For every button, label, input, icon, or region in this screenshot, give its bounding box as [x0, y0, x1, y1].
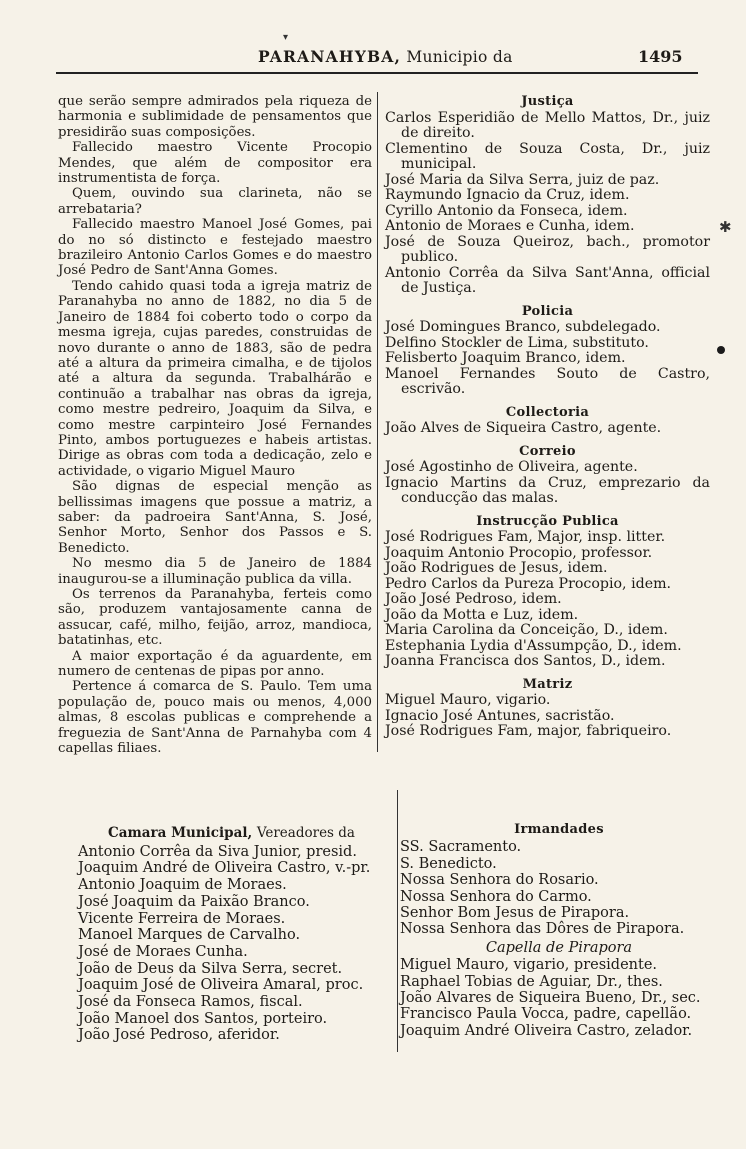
left-prose-column	[58, 94, 372, 756]
list-item: Francisco Paula Vocca, padre, capellão.	[400, 1006, 692, 1023]
right-officials-column	[385, 94, 710, 740]
list-item: Joaquim José de Oliveira Amaral, proc.	[78, 977, 364, 994]
running-title-rest: Municipio da	[406, 48, 513, 66]
list-item: S. Benedicto.	[400, 855, 497, 872]
list-item: Antonio de Moraes e Cunha, idem.	[385, 218, 635, 234]
paragraph: A maior exportação é da aguardente, em numero de centenas de pipas por anno.	[58, 648, 372, 680]
list-item: Miguel Mauro, vigario, presidente.	[400, 957, 658, 974]
list-item: Ignacio José Antunes, sacristão.	[385, 707, 615, 724]
list-item: Carlos Esperidião de Mello Mattos, Dr., juiz de direito.	[385, 109, 710, 141]
section-title-matriz: Matriz	[522, 676, 573, 692]
paragraph: Tendo cahido quasi toda a igreja matriz de Paranahyba no anno de 1882, no dia 5 de Janeiro de 1884 foi coberto todo o corpo da mesma igreja, cujas paredes, construidas de novo durante o anno de 1883, são de pedra até a altura da primeira cimalha, e de tijolos até a altura da segunda. Trabalhárão e continuão a trabalhar nas obras da igreja, como mestre pedreiro, Joaquim da Silva, e como mestre carpinteiro José Fernandes Pinto, ambos portuguezes e habeis artistas. Dirige as obras com toda a dedicação, zelo e actividade, o vigario Miguel Mauro	[58, 278, 372, 479]
list-item: Maria Carolina da Conceição, D., idem.	[385, 622, 668, 638]
list-item: Vicente Ferreira de Moraes.	[78, 910, 286, 927]
paragraph: Fallecido maestro Manoel José Gomes, pai do no só distincto e festejado maestro brazileiro Antonio Carlos Gomes e do maestro José Pedro de Sant'Anna Gomes.	[58, 217, 372, 279]
list-item: José de Moraes Cunha.	[78, 943, 248, 960]
list-item: Clementino de Souza Costa, Dr., juiz municipal.	[385, 140, 710, 172]
section-title-capella: Capella de Pirapora	[485, 939, 633, 956]
list-item: José Domingues Branco, subdelegado.	[385, 319, 661, 335]
list-item: Nossa Senhora do Carmo.	[400, 888, 592, 905]
list-item: Joaquim André de Oliveira Castro, v.-pr.	[78, 860, 371, 877]
camara-title-bold: Camara Municipal,	[108, 825, 253, 841]
paragraph: que serão sempre admirados pela riqueza de harmonia e sublimidade de pensamentos que presidirão suas composições.	[58, 94, 372, 140]
list-item: Nossa Senhora do Rosario.	[400, 872, 599, 889]
list-item: João José Pedroso, aferidor.	[78, 1027, 280, 1044]
ink-blot	[717, 346, 725, 354]
page-number: 1495	[638, 47, 683, 66]
list-item: José Rodrigues Fam, Major, insp. litter.	[385, 529, 666, 545]
running-title-bold: PARANAHYBA,	[258, 47, 402, 66]
section-title-justica: Justiça	[521, 94, 574, 109]
list-item: Delfino Stockler de Lima, substituto.	[385, 334, 649, 351]
list-item: João José Pedroso, idem.	[385, 591, 562, 607]
column-divider-bottom	[397, 790, 398, 1052]
paragraph: Pertence á comarca de S. Paulo. Tem uma população de, pouco mais ou menos, 4,000 almas, 8 escolas publicas e comprehende a freguezia de Sant'Anna de Parnahyba com 4 capellas filiaes.	[58, 679, 372, 757]
list-item: Raphael Tobias de Aguiar, Dr., thes.	[400, 973, 663, 990]
paragraph: No mesmo dia 5 de Janeiro de 1884 inaugurou-se a illuminação publica da villa.	[58, 556, 372, 587]
camara-municipal-block	[78, 825, 390, 1044]
column-divider-top	[377, 92, 378, 752]
list-item: Nossa Senhora das Dôres de Pirapora.	[400, 921, 685, 938]
list-item: Miguel Mauro, vigario.	[385, 692, 551, 708]
list-item: Ignacio Martins da Cruz, emprezario da conducção das malas.	[385, 474, 710, 506]
list-item: Pedro Carlos da Pureza Procopio, idem.	[385, 575, 672, 592]
running-title	[258, 47, 513, 66]
header-rule	[56, 72, 698, 74]
section-title-instruccao: Instrucção Publica	[476, 513, 619, 529]
printer-mark: ▾	[283, 32, 289, 43]
margin-mark: ✱	[719, 218, 732, 236]
list-item: José Rodrigues Fam, major, fabriqueiro.	[385, 723, 672, 739]
list-item: José Joaquim da Paixão Branco.	[78, 893, 310, 910]
irmandades-block	[400, 822, 718, 1039]
list-item: Senhor Bom Jesus de Pirapora.	[400, 905, 630, 922]
list-item: SS. Sacramento.	[400, 839, 522, 856]
list-item: João Alves de Siqueira Castro, agente.	[385, 420, 662, 436]
section-title-irmandades: Irmandades	[514, 822, 604, 837]
list-item: José da Fonseca Ramos, fiscal.	[78, 994, 303, 1011]
list-item: José de Souza Queiroz, bach., promotor publico.	[385, 233, 710, 265]
list-item: Estephania Lydia d'Assumpção, D., idem.	[385, 637, 682, 654]
list-item: Cyrillo Antonio da Fonseca, idem.	[385, 202, 628, 219]
paragraph: Fallecido maestro Vicente Procopio Mendes, que além de compositor era instrumentista de força.	[58, 140, 372, 187]
section-title-correio: Correio	[519, 443, 576, 459]
section-title-camara	[78, 825, 390, 842]
list-item: Antonio Corrêa da Siva Junior, presid.	[78, 843, 357, 860]
list-item: Joaquim André Oliveira Castro, zelador.	[400, 1022, 693, 1039]
section-title-policia: Policia	[521, 303, 574, 319]
section-title-collectoria: Collectoria	[505, 404, 590, 420]
list-item: José Maria da Silva Serra, juiz de paz.	[385, 171, 660, 188]
list-item: João Alvares de Siqueira Bueno, Dr., sec.	[400, 990, 701, 1007]
paragraph: Quem, ouvindo sua clarineta, não se arrebataria?	[58, 186, 372, 217]
list-item: Raymundo Ignacio da Cruz, idem.	[385, 187, 630, 203]
list-item: Joanna Francisca dos Santos, D., idem.	[385, 653, 666, 669]
camara-title-rest: Vereadores da	[256, 825, 355, 841]
list-item: Antonio Corrêa da Silva Sant'Anna, official de Justiça.	[385, 264, 710, 296]
list-item: José Agostinho de Oliveira, agente.	[385, 459, 638, 475]
list-item: João Manoel dos Santos, porteiro.	[78, 1010, 328, 1027]
list-item: João Rodrigues de Jesus, idem.	[385, 560, 608, 576]
paragraph: São dignas de especial menção as bellissimas imagens que possue a matriz, a saber: da padroeira Sant'Anna, S. José, Senhor Morto, Senhor dos Passos e S. Benedicto.	[58, 479, 372, 556]
list-item: Manoel Fernandes Souto de Castro, escrivão.	[385, 365, 710, 397]
list-item: João da Motta e Luz, idem.	[385, 606, 579, 623]
list-item: João de Deus da Silva Serra, secret.	[78, 960, 343, 977]
paragraph: Os terrenos da Paranahyba, ferteis como são, produzem vantajosamente canna de assucar, café, milho, feijão, arroz, mandioca, batatinhas, etc.	[58, 587, 372, 649]
list-item: Manoel Marques de Carvalho.	[78, 927, 301, 944]
list-item: Felisberto Joaquim Branco, idem.	[385, 350, 626, 366]
list-item: Antonio Joaquim de Moraes.	[78, 877, 287, 894]
page-header	[0, 47, 746, 71]
list-item: Joaquim Antonio Procopio, professor.	[385, 544, 653, 561]
